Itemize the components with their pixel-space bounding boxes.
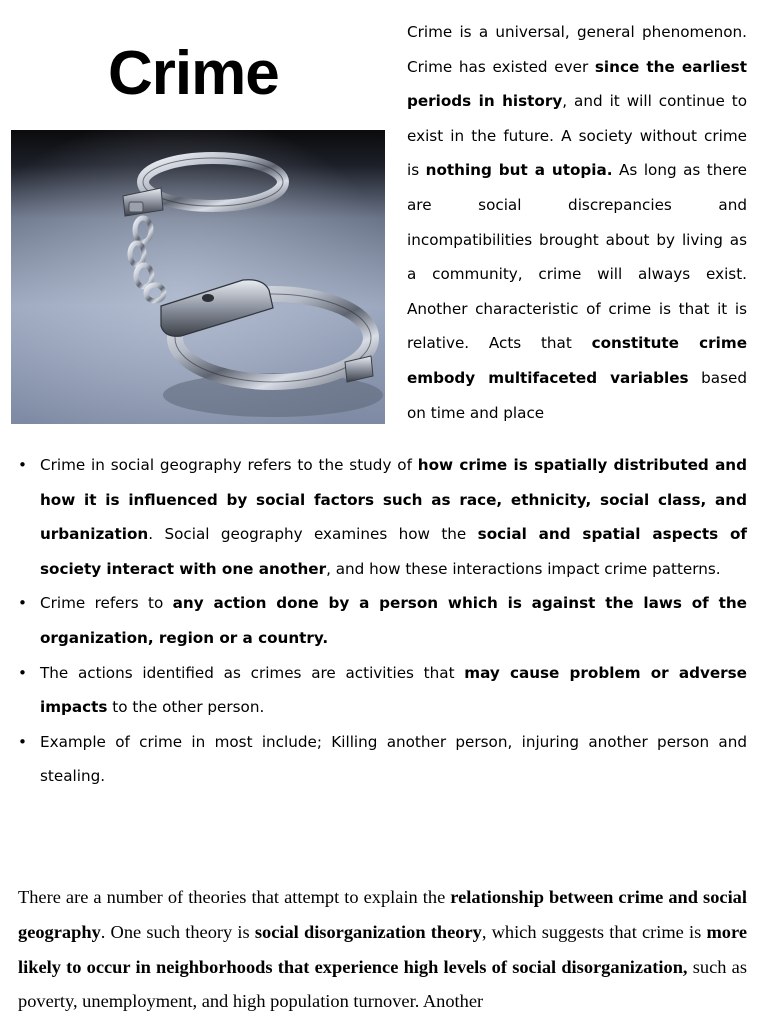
bullet-marker: •: [18, 732, 27, 751]
page-title: Crime: [108, 39, 279, 108]
text-run: Crime refers to: [40, 594, 173, 613]
theory-paragraph: [18, 880, 747, 1019]
handcuffs-image: [11, 130, 385, 424]
intro-paragraph: [407, 15, 747, 430]
text-run: based on time and place: [407, 368, 747, 422]
list-item-text: [40, 664, 747, 717]
list-item: [18, 725, 747, 794]
bold-text-run: may cause problem or adverse impacts: [40, 663, 747, 717]
list-item-text: [40, 456, 747, 578]
bold-text-run: more likely to occur in neighborhoods that experience high levels of social disorganization,: [18, 921, 747, 977]
text-run: Crime is a universal, general phenomenon. Crime has existed ever: [407, 23, 747, 76]
bold-text-run: nothing but a utopia.: [425, 161, 613, 180]
text-run: to the other person.: [107, 698, 265, 717]
bold-text-run: relationship between crime and social geography: [18, 887, 747, 942]
bold-text-run: how crime is spatially distributed and how it is influenced by social factors such as race, ethnicity, social class, and urbanization: [40, 456, 747, 544]
bold-text-run: any action done by a person which is against the laws of the organization, region or a country.: [40, 594, 747, 647]
text-run: Crime in social geography refers to the study of: [40, 456, 418, 474]
list-item: [18, 656, 747, 725]
bullet-marker: •: [18, 663, 27, 682]
bullet-marker: •: [18, 594, 27, 613]
text-run: . One such theory is: [100, 921, 255, 942]
text-run: Example of crime in most include; Killing another person, injuring another person and stealing.: [40, 732, 747, 786]
text-run: As long as there are social discrepancies and incompatibilities brought about by living as a community, crime will always exist. Another characteristic of crime is that it is relative. Acts that: [407, 161, 747, 353]
bold-text-run: social and spatial aspects of society interact with one another: [40, 525, 748, 578]
bullet-list: [18, 448, 747, 794]
bold-text-run: social disorganization theory: [254, 921, 482, 942]
text-run: , and it will continue to exist in the future. A society without crime is: [407, 92, 748, 180]
bold-text-run: since the earliest periods in history: [407, 57, 747, 111]
text-run: The actions identified as crimes are activities that: [40, 663, 465, 682]
text-run: , and how these interactions impact crime patterns.: [326, 559, 721, 578]
list-item: [18, 448, 747, 586]
bullet-marker: •: [18, 456, 27, 474]
text-run: . Social geography examines how the: [148, 525, 478, 544]
list-item-text: [40, 594, 747, 647]
bold-text-run: constitute crime embody multifaceted variables: [407, 334, 748, 387]
list-item-text: [40, 733, 747, 786]
handcuffs-illustration: [11, 130, 385, 424]
list-item: [18, 586, 747, 655]
text-run: such as poverty, unemployment, and high population turnover. Another: [18, 956, 747, 1012]
text-run: , which suggests that crime is: [481, 921, 707, 942]
text-run: There are a number of theories that attempt to explain the: [18, 887, 451, 907]
